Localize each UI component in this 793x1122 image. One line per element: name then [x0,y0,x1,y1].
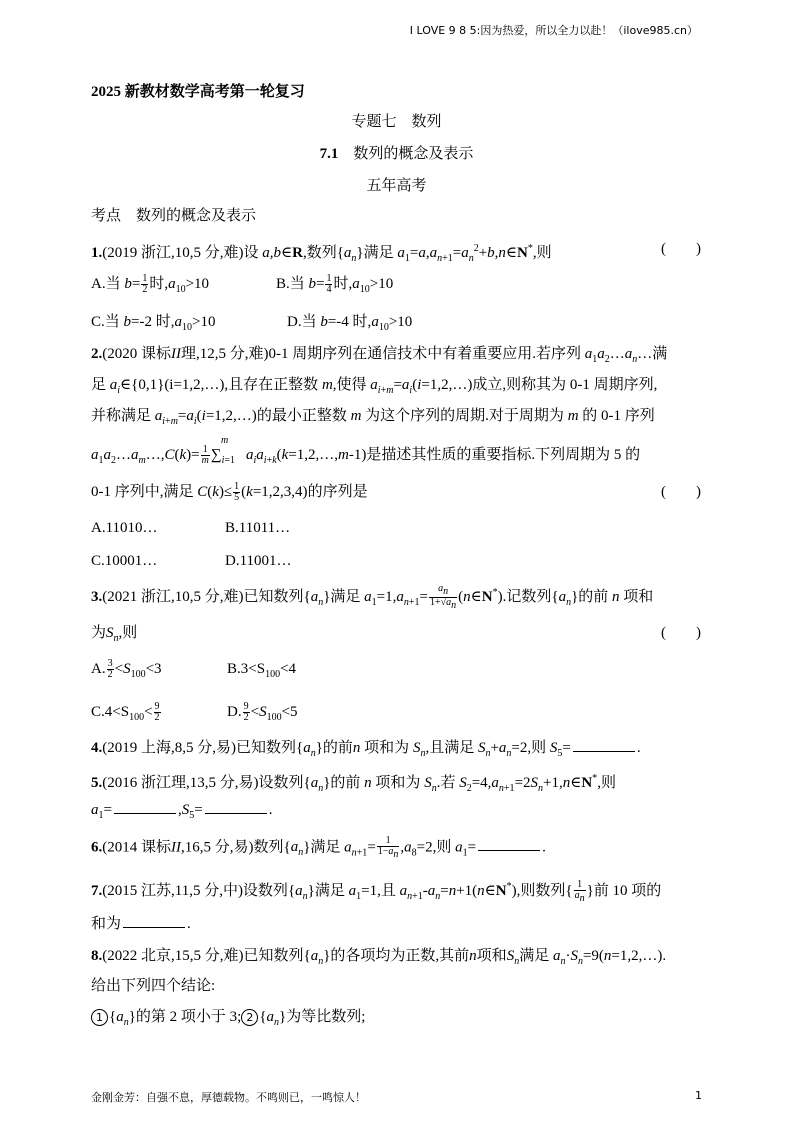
q3-paren: ( ) [661,625,701,641]
q5-number: 5. [91,775,103,791]
q1-option-b: B.当 b= $\frac{1}{4}$ 时$,a_{10}>10$ [276,273,394,296]
q2-option-b: B.11011… [225,520,291,536]
topic-title: 专题七 数列 [351,114,442,130]
q2-line5a: 0-1 序列中,满足 [91,484,194,500]
q5-text: (2016 浙江理,13,5 分,易)设数列 [102,775,304,791]
q2-line3d: 的 0-1 序列 [582,408,655,424]
question-5: 5.(2016 浙江理,13,5 分,易)设数列$\{a_n\}$的前 n 项和为 $S_n$.若 $S_2=4,a_{n+1}=2S_n+1,n\in N^*$,则 [91,773,616,794]
q1-text: 满足 [363,245,394,261]
page-footer: 金刚金芳：自强不息，厚德载物。不鸣则已，一鸣惊人！ [91,1091,366,1104]
q3-source: (2021 浙江,10,5 分,难)已知数列 [102,589,304,605]
q8-t2: 的各项均为正数,其前 [330,948,470,964]
q2-option-c: C.10001… [91,553,158,569]
q3-text: 满足 [330,589,361,605]
q5-line-2: $a_1= ,S_5=$ . [91,802,273,821]
q5-t3: 项和为 [375,775,421,791]
q8-line-3: 1 $\{a_n\}$的第 2 项小于 3; 2 $\{a_n\}$为等比数列; [91,1007,365,1033]
q8-t3: 项和 [476,948,507,964]
q8-line3b: 为等比数列; [286,1009,366,1025]
q4-t3: 项和为 [364,740,410,756]
q3-b-label: B.3<S [227,661,266,677]
q6-text: (2014 课标 [102,839,171,856]
question-7: 7.(2015 江苏,11,5 分,中)设数列$\{a_n\}$满足 $a_1=1$,且 $a_{n+1}-a_n=n+1(n\in N^*)$,则数列{ $\frac{1}{a_n}$ }前 10 项的 [91,878,662,904]
q8-number: 8. [91,948,103,964]
question-3: 3.(2021 浙江,10,5 分,难)已知数列$\{a_n\}$满足 $a_1=1,a_{n+1}=$ $\frac{a_n}{1+√a_n}$ (n∈N*).记数列$\{a_n\}$的前 n 项和 [91,583,654,612]
question-6: 6.(2014 课标II,16,5 分,易)数列$\{a_n\}$满足 $a_{n+1}=$ $\frac{1}{1-a_n}$ $,a_8=2$,则 $a_1=$ . [91,835,546,860]
q3-option-b: $B.3<S_{100}<4$ [227,661,297,680]
q1-d-label: D.当 [287,314,317,330]
q2-option-a: A.11010… [91,520,158,536]
question-8: 8.(2022 北京,15,5 分,难)已知数列$\{a_n\}$的各项均为正数,其前n项和$S_n$满足 $a_n\cdot S_n=9(n=1,2,\dots)$. [91,948,667,967]
q1-number: 1. [91,245,103,261]
q6-number: 6. [91,839,103,856]
q3-text2: .记数列 [502,589,552,605]
doc-title: 2025 新教材数学高考第一轮复习 [91,84,305,100]
q1-b-label: B.当 [276,276,305,292]
q8-t4: 满足 [519,948,550,964]
page-number: 1 [695,1089,702,1102]
q4-text: (2019 上海,8,5 分,易)已知数列 [102,740,296,756]
q1-paren: ( ) [661,241,701,257]
q3-number: 3. [91,589,103,605]
kaodian-heading: 考点 数列的概念及表示 [91,208,257,224]
q7-t5: 前 10 项的 [593,883,662,899]
q7-t2: 满足 [314,883,345,899]
q1-then: ,则 [532,245,552,261]
q2-line2a: 足 [91,377,107,393]
q8-line-2: 给出下列四个结论: [91,978,216,994]
q8-text: (2022 北京,15,5 分,难)已知数列 [102,948,304,964]
q3-line-2: 为$S_n$,则 [91,625,138,644]
q3-option-a: A. $\frac{3}{2}$ $<S_{100}<3$ [91,658,162,681]
q2-source: (2020 课标 [102,346,171,362]
q2-line3b: 的最小正整数 [256,408,347,424]
q3-text3: 的前 [578,589,609,605]
q2-line2c: 使得 [336,377,367,393]
question-2: 2.(2020 课标II理,12,5 分,难)0-1 周期序列在通信技术中有着重要应用.若序列 $a_1a_2\dots a_n\dots$满 [91,346,668,365]
q1-option-d: D.当 b=-4 时$,a_{10}>10$ [287,314,413,333]
q7-line-2: 和为 . [91,916,191,932]
q2-line1-end: 满 [652,346,668,362]
q2-line2b: (i=1,2,…),且存在正整数 [164,377,319,393]
q1-option-c: C.当 b=-2 时$,a_{10}>10$ [91,314,216,333]
q3-a-label: A. [91,661,106,677]
q2-line5b: 的序列是 [307,484,368,500]
q7-t4: ,则数列 [516,883,566,899]
q1-c-label: C.当 [91,314,120,330]
q3-text4: 项和 [623,589,654,605]
q5-t4: .若 [436,775,456,791]
q7-number: 7. [91,883,103,899]
section-title [0,144,793,164]
q7-t3: ,且 [377,883,396,899]
q4-t4: ,且满足 [425,740,475,756]
q4-number: 4. [91,740,103,756]
q7-answer-blank[interactable] [123,926,185,928]
section-number: 7.1 [319,146,339,162]
q2-line4: 是描述其性质的重要指标.下列周期为 5 的 [366,447,641,463]
q3-c-label: C.4<S [91,704,130,720]
q1-a-label: A.当 [91,276,121,292]
q3-line2: 为 [91,625,107,641]
subsection-title: 五年高考 [366,178,427,194]
q5-answer-s5-blank[interactable] [205,812,267,814]
q2-line-5: 0-1 序列中,满足 C(k)≤ $\frac{1}{5}$ (k=1,2,3,4)的序列是 [91,481,368,504]
q4-t2: 的前 [322,740,353,756]
q4-t5: ,则 [527,740,547,756]
q7-text: (2015 江苏,11,5 分,中)设数列 [102,883,288,899]
q2-paren: ( ) [661,484,701,500]
q2-line-2: 足 $a_i\in\{0,1\}(i=1,2,\dots)$,且存在正整数 m,使得 $a_{i+m}=a_i(i=1,2,\dots)$成立,则称其为 0-1 周期序列, [91,377,658,396]
q5-t2: 的前 [330,775,361,791]
q2-line3c: 为这个序列的周期.对于周期为 [365,408,564,424]
q2-line1: ,12,5 分,难)0-1 周期序列在通信技术中有着重要应用.若序列 [196,346,582,362]
q5-answer-a1-blank[interactable] [114,812,176,814]
page-header: I LOVE 9 8 5:因为热爱，所以全力以赴！（ilove985.cn） [409,24,698,37]
q2-line2d: 成立,则称其为 0-1 周期序列, [472,377,658,393]
q6-answer-blank[interactable] [478,849,540,851]
q3-line2b: ,则 [118,625,138,641]
q2-number: 2. [91,346,103,362]
section-name: 数列的概念及表示 [353,146,474,162]
q2-line-4: $a_1a_2\dots a_m\dots,C(k)=$ $\frac{1}{m}$ $\sum_{i=1}^m$ $a_ia_{i+k}(k=1,2,\dots,m-1)$是描述其性质的重要指标.下列周期为 5 的 [91,435,641,467]
q3-option-c: $C.4<S_{100}<$ $\frac{9}{2}$ [91,701,160,724]
q2-line3a: 并称满足 [91,408,152,424]
circled-2: 2 [241,1009,258,1026]
q6-t2: ,16,5 分,易)数列 [181,839,284,856]
q3-d-label: D. [227,704,242,720]
q7-line2: 和为 [91,916,122,932]
question-1: 1.(2019 浙江,10,5 分,难)设 a,b∈R,数列$\{a_n\}$满足 $a_1=a,a_{n+1}=a_n^2+b,n\in N^*$,则 [91,243,552,264]
q3-option-d: D. $\frac{9}{2}$ $<S_{100}<5$ [227,701,298,724]
circled-1: 1 [91,1009,108,1026]
q1-source: (2019 浙江,10,5 分,难)设 [102,245,259,261]
q6-t3: 满足 [310,839,341,856]
q8-line3a: 的第 2 项小于 3; [135,1009,242,1025]
question-4: 4.(2019 上海,8,5 分,易)已知数列$\{a_n\}$的前n 项和为 $S_n$,且满足 $S_n+a_n=2$,则 $S_5=$ . [91,740,641,759]
q2-option-d: D.11001… [225,553,292,569]
q1-option-a: A.当 b= $\frac{1}{2}$ 时$,a_{10}>10$ [91,273,210,296]
q4-answer-blank[interactable] [573,750,635,752]
q2-line-3: 并称满足 $a_{i+m}=a_i(i=1,2,\dots)$的最小正整数 m 为这个序列的周期.对于周期为 m 的 0-1 序列 [91,408,655,427]
